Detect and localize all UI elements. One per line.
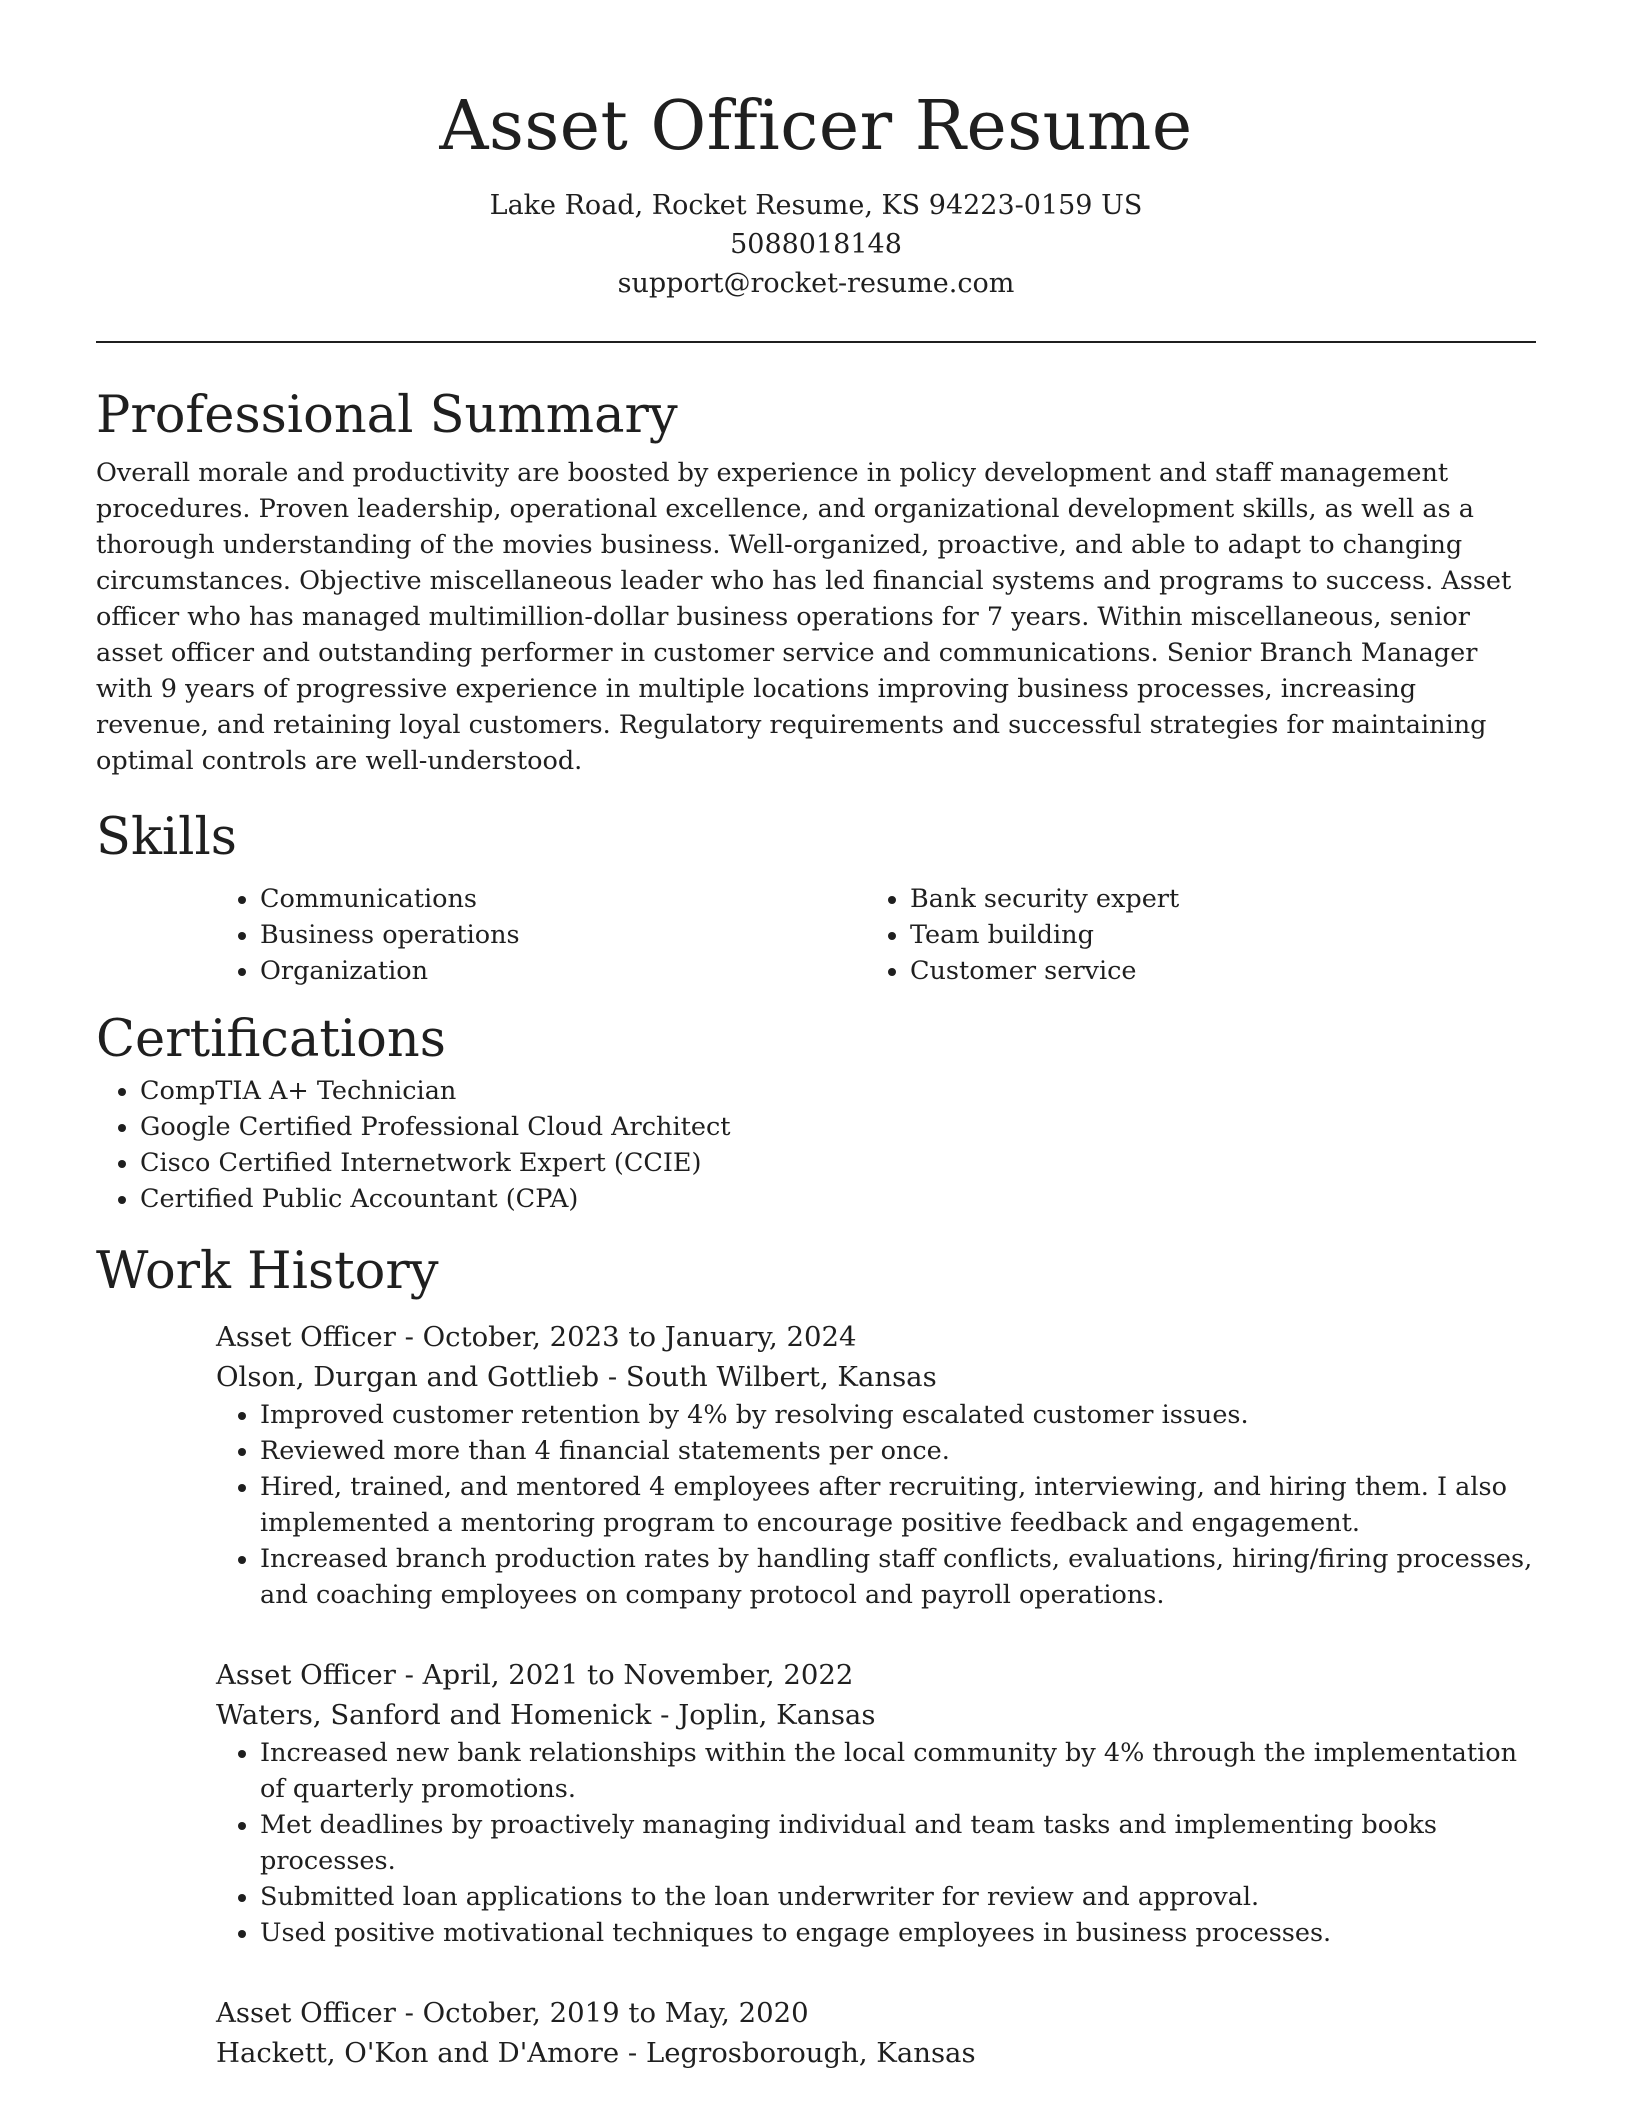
job-company-line: Hackett, O'Kon and D'Amore - Legrosborough, Kansas <box>216 2037 976 2069</box>
job-bullet: • Reviewed more than 4 financial statements per once. <box>260 1433 1536 1469</box>
job-title-line: Asset Officer - October, 2023 to January, 2024 <box>216 1321 857 1353</box>
skill-item: • Customer service <box>910 953 1516 989</box>
job-bullet: • Met deadlines by proactively managing individual and team tasks and implementing books processes. <box>260 1807 1536 1879</box>
job-entry <box>216 1655 1536 1951</box>
job-title-line: Asset Officer - October, 2019 to May, 2020 <box>216 1997 809 2029</box>
skill-item: • Business operations <box>260 917 866 953</box>
job-bullet: • Used positive motivational techniques to engage employees in business processes. <box>260 1915 1536 1951</box>
resume-title: Asset Officer Resume <box>439 87 1193 166</box>
skill-item: • Team building <box>910 917 1516 953</box>
skill-item: • Communications <box>260 881 866 917</box>
job-title-line: Asset Officer - April, 2021 to November, 2022 <box>216 1659 854 1691</box>
skills-column-right <box>866 881 1516 989</box>
certification-item: • CompTIA A+ Technician <box>140 1073 1536 1109</box>
contact-block <box>96 186 1536 303</box>
summary-section <box>96 383 1536 779</box>
job-bullet-list <box>216 1397 1536 1613</box>
job-company-line: Waters, Sanford and Homenick - Joplin, Kansas <box>216 1699 876 1731</box>
work-history-heading: Work History <box>96 1242 439 1301</box>
resume-header <box>96 0 1536 303</box>
job-bullet: • Submitted loan applications to the loan underwriter for review and approval. <box>260 1879 1536 1915</box>
job-bullet: • Increased new bank relationships within the local community by 4% through the implementation of quarterly promotions. <box>260 1735 1536 1807</box>
certification-item: • Certified Public Accountant (CPA) <box>140 1181 1536 1217</box>
contact-address: Lake Road, Rocket Resume, KS 94223-0159 US <box>489 190 1143 221</box>
contact-email: support@rocket-resume.com <box>617 268 1015 299</box>
skills-section <box>96 805 1536 989</box>
summary-text: Overall morale and productivity are boosted by experience in policy development and staff management procedures. Proven leadership, operational excellence, and organizational development skills, as well as a thorough understanding of the movies business. Well-organized, proactive, and able to adapt to changing circumstances. Objective miscellaneous leader who has led financial systems and programs to success. Asset officer who has managed multimillion-dollar business operations for 7 years. Within miscellaneous, senior asset officer and outstanding performer in customer service and communications. Senior Branch Manager with 9 years of progressive experience in multiple locations improving business processes, increasing revenue, and retaining loyal customers. Regulatory requirements and successful strategies for maintaining optimal controls are well-understood. <box>96 458 1512 776</box>
skills-grid <box>216 881 1536 989</box>
job-entry <box>216 1993 1536 2073</box>
job-bullet: • Improved customer retention by 4% by resolving escalated customer issues. <box>260 1397 1536 1433</box>
skills-heading: Skills <box>96 808 237 867</box>
contact-phone: 5088018148 <box>730 229 902 260</box>
work-history-section <box>96 1239 1536 2073</box>
summary-heading: Professional Summary <box>96 386 678 445</box>
header-divider <box>96 341 1536 343</box>
job-bullet: • Increased branch production rates by handling staff conflicts, evaluations, hiring/firing processes, and coaching employees on company protocol and payroll operations. <box>260 1541 1536 1613</box>
skills-column-left <box>216 881 866 989</box>
certification-item: • Cisco Certified Internetwork Expert (CCIE) <box>140 1145 1536 1181</box>
skills-list-right <box>866 881 1516 989</box>
job-company-line: Olson, Durgan and Gottlieb - South Wilbert, Kansas <box>216 1361 937 1393</box>
job-entry <box>216 1317 1536 1613</box>
certifications-section <box>96 1007 1536 1217</box>
skills-list-left <box>216 881 866 989</box>
certifications-list <box>96 1073 1536 1217</box>
certifications-heading: Certifications <box>96 1010 446 1069</box>
job-bullet-list <box>216 1735 1536 1951</box>
skill-item: • Organization <box>260 953 866 989</box>
job-bullet: • Hired, trained, and mentored 4 employees after recruiting, interviewing, and hiring them. I also implemented a mentoring program to encourage positive feedback and engagement. <box>260 1469 1536 1541</box>
skill-item: • Bank security expert <box>910 881 1516 917</box>
certification-item: • Google Certified Professional Cloud Architect <box>140 1109 1536 1145</box>
